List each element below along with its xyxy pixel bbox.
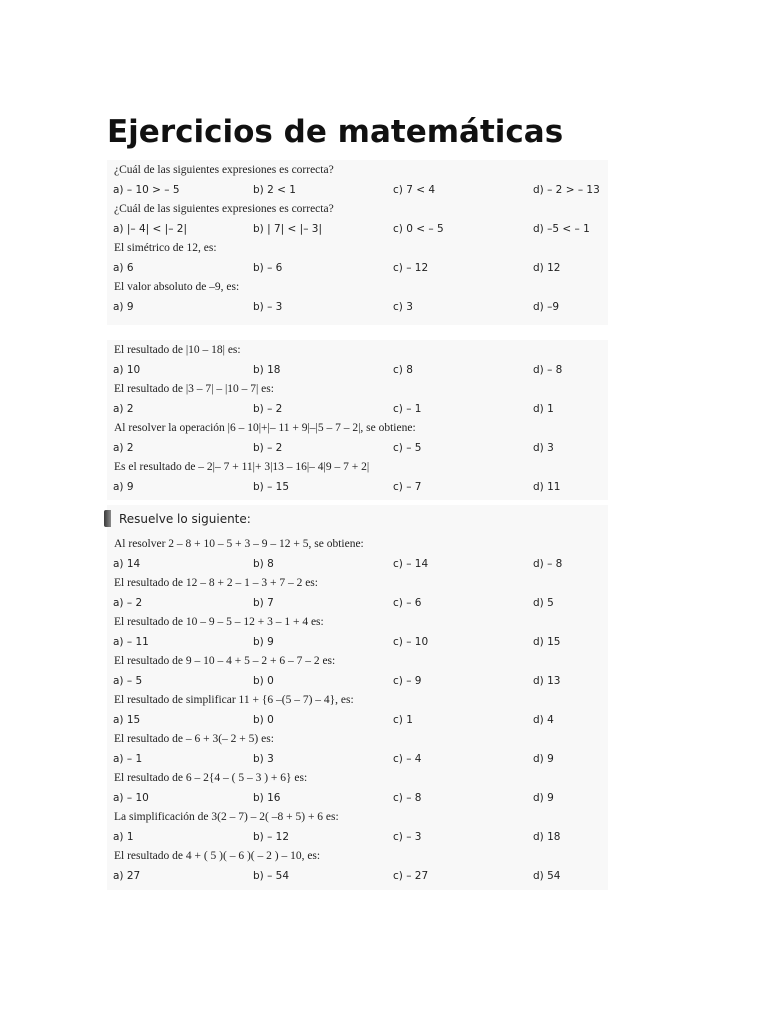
answer-option-a: a) 9 bbox=[113, 300, 134, 313]
answer-option-a: a) 14 bbox=[113, 557, 141, 570]
answer-option-c: c) – 27 bbox=[393, 869, 429, 882]
answer-option-a: a) 15 bbox=[113, 713, 141, 726]
section-heading: Resuelve lo siguiente: bbox=[119, 511, 251, 526]
answer-option-b: b) 2 < 1 bbox=[253, 183, 296, 196]
question-list bbox=[107, 534, 608, 885]
answer-option-d: d) 13 bbox=[533, 674, 561, 687]
answer-option-c: c) 8 bbox=[393, 363, 413, 376]
answer-option-b: b) 9 bbox=[253, 635, 274, 648]
answer-option-a: a) – 10 > – 5 bbox=[113, 183, 180, 196]
answer-option-d: d) – 8 bbox=[533, 363, 563, 376]
answer-option-b: b) – 2 bbox=[253, 441, 283, 454]
answer-option-d: d) 4 bbox=[533, 713, 554, 726]
answer-option-a: a) 2 bbox=[113, 441, 134, 454]
answer-option-a: a) – 5 bbox=[113, 674, 143, 687]
question-text: Al resolver 2 – 8 + 10 – 5 + 3 – 9 – 12 + 5, se obtiene: bbox=[114, 538, 364, 550]
answer-option-c: c) – 5 bbox=[393, 441, 422, 454]
question-text: El resultado de |3 – 7| – |10 – 7| es: bbox=[114, 383, 274, 395]
answer-option-b: b) – 6 bbox=[253, 261, 283, 274]
answer-option-c: c) – 1 bbox=[393, 402, 422, 415]
answer-option-c: c) 0 < – 5 bbox=[393, 222, 444, 235]
answer-option-d: d) 18 bbox=[533, 830, 561, 843]
answer-option-a: a) |– 4| < |– 2| bbox=[113, 222, 188, 235]
answer-options bbox=[107, 710, 608, 730]
answer-option-a: a) 9 bbox=[113, 480, 134, 493]
question-list bbox=[107, 160, 608, 316]
answer-option-c: c) – 10 bbox=[393, 635, 429, 648]
answer-options bbox=[107, 399, 608, 419]
answer-option-a: a) – 10 bbox=[113, 791, 149, 804]
answer-options bbox=[107, 788, 608, 808]
answer-option-c: c) – 6 bbox=[393, 596, 422, 609]
answer-options bbox=[107, 749, 608, 769]
answer-options bbox=[107, 297, 608, 317]
answer-option-d: d) 9 bbox=[533, 752, 554, 765]
question-text: El valor absoluto de –9, es: bbox=[114, 281, 240, 293]
answer-option-a: a) 2 bbox=[113, 402, 134, 415]
exercise-block-2 bbox=[107, 340, 608, 500]
answer-option-c: c) 1 bbox=[393, 713, 413, 726]
answer-option-a: a) – 11 bbox=[113, 635, 149, 648]
answer-option-d: d) 1 bbox=[533, 402, 554, 415]
answer-option-b: b) 0 bbox=[253, 674, 274, 687]
answer-option-c: c) – 9 bbox=[393, 674, 422, 687]
question-text: La simplificación de 3(2 – 7) – 2( –8 + 5) + 6 es: bbox=[114, 811, 339, 823]
answer-options bbox=[107, 827, 608, 847]
answer-option-a: a) 1 bbox=[113, 830, 134, 843]
answer-option-d: d) –5 < – 1 bbox=[533, 222, 590, 235]
question-text: El resultado de 12 – 8 + 2 – 1 – 3 + 7 – 2 es: bbox=[114, 577, 318, 589]
question-text: El resultado de – 6 + 3(– 2 + 5) es: bbox=[114, 733, 274, 745]
question-text: Al resolver la operación |6 – 10|+|– 11 + 9|–|5 – 7 – 2|, se obtiene: bbox=[114, 422, 416, 434]
answer-option-c: c) – 3 bbox=[393, 830, 422, 843]
answer-option-d: d) 15 bbox=[533, 635, 561, 648]
question-text: El simétrico de 12, es: bbox=[114, 242, 217, 254]
answer-option-b: b) | 7| < |– 3| bbox=[253, 222, 323, 235]
question-text: El resultado de 6 – 2{4 – ( 5 – 3 ) + 6} es: bbox=[114, 772, 308, 784]
answer-option-b: b) – 2 bbox=[253, 402, 283, 415]
answer-option-c: c) – 4 bbox=[393, 752, 422, 765]
answer-option-a: a) 6 bbox=[113, 261, 134, 274]
answer-option-d: d) 54 bbox=[533, 869, 561, 882]
answer-options bbox=[107, 360, 608, 380]
question-text: El resultado de |10 – 18| es: bbox=[114, 344, 241, 356]
answer-option-b: b) 0 bbox=[253, 713, 274, 726]
answer-option-d: d) – 2 > – 13 bbox=[533, 183, 600, 196]
page-title: Ejercicios de matemáticas bbox=[107, 114, 564, 150]
answer-option-c: c) – 14 bbox=[393, 557, 429, 570]
answer-option-b: b) 8 bbox=[253, 557, 274, 570]
question-text: El resultado de 9 – 10 – 4 + 5 – 2 + 6 – 7 – 2 es: bbox=[114, 655, 336, 667]
answer-option-c: c) 7 < 4 bbox=[393, 183, 436, 196]
answer-option-a: a) 27 bbox=[113, 869, 141, 882]
answer-options bbox=[107, 477, 608, 497]
answer-option-b: b) 16 bbox=[253, 791, 281, 804]
answer-option-b: b) 7 bbox=[253, 596, 274, 609]
answer-options bbox=[107, 438, 608, 458]
answer-option-b: b) – 15 bbox=[253, 480, 290, 493]
answer-options bbox=[107, 219, 608, 239]
answer-option-d: d) 12 bbox=[533, 261, 561, 274]
answer-options bbox=[107, 258, 608, 278]
exercise-block-3 bbox=[107, 505, 608, 890]
answer-option-a: a) – 1 bbox=[113, 752, 143, 765]
answer-options bbox=[107, 632, 608, 652]
question-text: El resultado de 4 + ( 5 )( – 6 )( – 2 ) – 10, es: bbox=[114, 850, 321, 862]
section-header bbox=[107, 505, 608, 532]
answer-option-b: b) – 12 bbox=[253, 830, 290, 843]
answer-option-d: d) 5 bbox=[533, 596, 554, 609]
answer-option-b: b) – 3 bbox=[253, 300, 283, 313]
answer-options bbox=[107, 866, 608, 886]
answer-option-d: d) –9 bbox=[533, 300, 560, 313]
exercise-block-1 bbox=[107, 160, 608, 325]
answer-option-c: c) – 12 bbox=[393, 261, 429, 274]
answer-option-d: d) – 8 bbox=[533, 557, 563, 570]
answer-option-a: a) 10 bbox=[113, 363, 141, 376]
answer-option-d: d) 9 bbox=[533, 791, 554, 804]
answer-options bbox=[107, 180, 608, 200]
question-text: ¿Cuál de las siguientes expresiones es correcta? bbox=[114, 203, 334, 215]
answer-options bbox=[107, 671, 608, 691]
section-marker-icon bbox=[104, 510, 111, 527]
answer-option-b: b) – 54 bbox=[253, 869, 290, 882]
question-text: El resultado de 10 – 9 – 5 – 12 + 3 – 1 + 4 es: bbox=[114, 616, 324, 628]
answer-option-c: c) 3 bbox=[393, 300, 413, 313]
answer-option-c: c) – 8 bbox=[393, 791, 422, 804]
answer-option-d: d) 11 bbox=[533, 480, 561, 493]
question-text: Es el resultado de – 2|– 7 + 11|+ 3|13 – 16|– 4|9 – 7 + 2| bbox=[114, 461, 370, 473]
answer-option-b: b) 18 bbox=[253, 363, 281, 376]
question-text: El resultado de simplificar 11 + {6 –(5 – 7) – 4}, es: bbox=[114, 694, 354, 706]
answer-option-c: c) – 7 bbox=[393, 480, 422, 493]
answer-option-d: d) 3 bbox=[533, 441, 554, 454]
question-text: ¿Cuál de las siguientes expresiones es correcta? bbox=[114, 164, 334, 176]
question-list bbox=[107, 340, 608, 496]
answer-option-a: a) – 2 bbox=[113, 596, 143, 609]
answer-options bbox=[107, 593, 608, 613]
answer-options bbox=[107, 554, 608, 574]
answer-option-b: b) 3 bbox=[253, 752, 274, 765]
